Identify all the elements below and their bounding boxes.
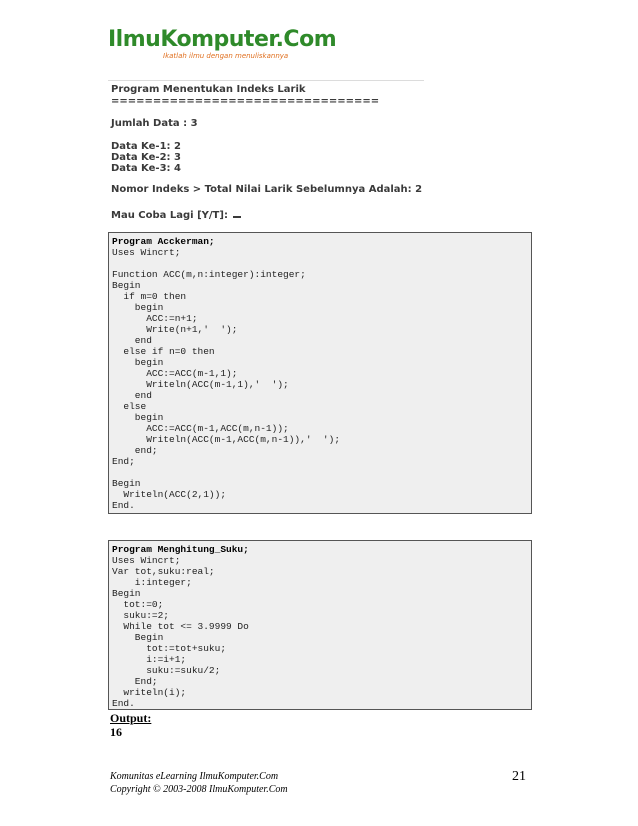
code-line: if m=0 then xyxy=(112,291,187,302)
code-line: Write(n+1,' '); xyxy=(112,324,238,335)
code-line: Function ACC(m,n:integer):integer; xyxy=(112,269,306,280)
page-number: 21 xyxy=(512,769,526,784)
code-line: begin xyxy=(112,357,164,368)
code-line: Begin xyxy=(112,478,141,489)
code-line: End. xyxy=(112,500,135,511)
code-line: end; xyxy=(112,445,158,456)
code-line: suku:=2; xyxy=(112,610,170,621)
code-line: Uses Wincrt; xyxy=(112,247,181,258)
code-block-menghitung-suku xyxy=(108,540,532,710)
code-line: i:integer; xyxy=(112,577,192,588)
code-line: Program Menghitung_Suku; xyxy=(112,544,249,555)
console-screenshot xyxy=(108,80,424,229)
text-cursor xyxy=(233,207,241,218)
console-line: Data Ke-3: 4 xyxy=(111,163,181,174)
code-line: Begin xyxy=(112,632,164,643)
code-line: begin xyxy=(112,302,164,313)
code-line: ACC:=n+1; xyxy=(112,313,198,324)
code-line: Writeln(ACC(m-1,1),' '); xyxy=(112,379,289,390)
code-line: suku:=suku/2; xyxy=(112,665,221,676)
code-line: Var tot,suku:real; xyxy=(112,566,215,577)
code-line: ACC:=ACC(m-1,ACC(m,n-1)); xyxy=(112,423,289,434)
code-line: end xyxy=(112,390,152,401)
console-line: Program Menentukan Indeks Larik xyxy=(111,84,306,95)
code-line: tot:=0; xyxy=(112,599,164,610)
console-line: ================================ xyxy=(111,96,380,107)
code-line: i:=i+1; xyxy=(112,654,187,665)
console-line: Data Ke-2: 3 xyxy=(111,152,181,163)
code-line: ACC:=ACC(m-1,1); xyxy=(112,368,238,379)
code-line: End; xyxy=(112,456,135,467)
logo-tagline: Ikatlah ilmu dengan menuliskannya xyxy=(163,52,289,60)
console-prompt: Mau Coba Lagi [Y/T]: xyxy=(111,210,232,221)
code-line: Writeln(ACC(2,1)); xyxy=(112,489,227,500)
code-line: writeln(i); xyxy=(112,687,187,698)
code-line: End. xyxy=(112,698,135,709)
code-line: begin xyxy=(112,412,164,423)
console-line: Data Ke-1: 2 xyxy=(111,141,181,152)
code-block-ackerman xyxy=(108,232,532,514)
console-prompt-line xyxy=(111,207,241,222)
console-line: Jumlah Data : 3 xyxy=(111,118,198,129)
code-line: Uses Wincrt; xyxy=(112,555,181,566)
code-line: Writeln(ACC(m-1,ACC(m,n-1)),' '); xyxy=(112,434,341,445)
code-line: Program Acckerman; xyxy=(112,236,215,247)
footer-community: Komunitas eLearning IlmuKomputer.Com xyxy=(110,771,279,782)
output-value: 16 xyxy=(110,725,122,739)
site-logo xyxy=(108,27,337,70)
footer-copyright: Copyright © 2003-2008 IlmuKomputer.Com xyxy=(110,784,288,795)
code-line: else if n=0 then xyxy=(112,346,215,357)
console-line: Nomor Indeks > Total Nilai Larik Sebelumnya Adalah: 2 xyxy=(111,184,423,195)
code-line: end xyxy=(112,335,152,346)
code-line: While tot <= 3.9999 Do xyxy=(112,621,249,632)
code-line: tot:=tot+suku; xyxy=(112,643,227,654)
output-label: Output: xyxy=(110,711,152,725)
code-line: else xyxy=(112,401,147,412)
code-line: End; xyxy=(112,676,158,687)
logo-brand: IlmuKomputer.Com xyxy=(108,27,337,52)
code-line: Begin xyxy=(112,588,141,599)
code-line: Begin xyxy=(112,280,141,291)
